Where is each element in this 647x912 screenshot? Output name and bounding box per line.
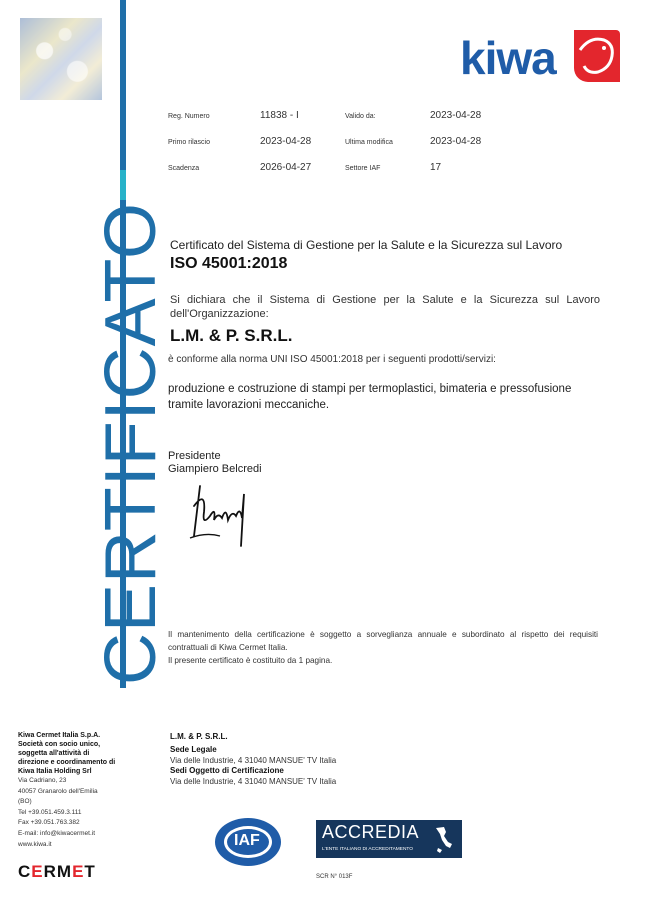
kiwa-logo-text: kiwa [460,32,556,84]
conformity-text: è conforme alla norma UNI ISO 45001:2018 per i seguenti prodotti/servizi: [168,354,496,365]
cermet-logo-e1: E [31,862,44,881]
valido-da-label: Valido da: [345,113,376,120]
vertical-title-text: CERTIFICATO [91,201,171,685]
issuer-web: www.kiwa.it [18,840,52,848]
maintenance-line-2: Il presente certificato è costituito da 1 pagina. [168,656,333,665]
accredia-text: ACCREDIA [322,822,420,842]
vertical-bar-accent [120,170,126,200]
maintenance-line-1: Il mantenimento della certificazione è soggetto a sorveglianza annuale e subordinato al rispetto dei requisiti contrattuali di Kiwa Cermet Italia. [168,630,598,652]
issuer-line-4: direzione e coordinamento di [18,759,116,766]
primo-rilascio-value: 2023-04-28 [260,136,312,147]
cermet-logo [18,862,96,882]
ultima-modifica-label: Ultima modifica [345,139,393,146]
scope-text: produzione e costruzione di stampi per termoplastici, bimateria e pressofusione tramite lavorazioni meccaniche. [168,383,572,411]
issuer-line-2: Società con socio unico, [18,741,101,748]
reg-numero-label: Reg. Numero [168,113,210,120]
maintenance-note [168,628,598,667]
issuer-addr-3: (BO) [18,798,32,806]
holder-company: L.M. & P. S.R.L. [170,732,228,741]
cermet-logo-e2: E [72,862,85,881]
valido-da-value: 2023-04-28 [430,110,482,121]
cermet-logo-c: C [18,862,32,881]
kiwa-logo [460,30,620,86]
accredia-logo [316,820,462,858]
signature-image [186,476,256,550]
scadenza-label: Scadenza [168,165,200,172]
signatory-role: Presidente [168,450,221,462]
company-name: L.M. & P. S.R.L. [170,326,293,345]
sedi-oggetto-value: Via delle Industrie, 4 31040 MANSUE' TV Italia [170,777,337,786]
issuer-line-3: soggetta all'attività di [18,750,90,757]
issuer-email: E-mail: info@kiwacermet.it [18,829,96,837]
primo-rilascio-label: Primo rilascio [168,139,211,146]
issuer-tel: Tel +39.051.459.3.111 [18,808,82,816]
issuer-block [18,731,128,776]
corner-decoration-image [20,18,102,100]
accredia-subtitle: L'ENTE ITALIANO DI ACCREDITAMENTO [322,847,414,852]
declaration-text: Si dichiara che il Sistema di Gestione per la Salute e la Sicurezza sul Lavoro dell'Organizzazione: [170,294,600,320]
certificate-subtitle: Certificato del Sistema di Gestione per la Salute e la Sicurezza sul Lavoro [170,238,563,252]
settore-iaf-label: Settore IAF [345,165,381,172]
scr-number: SCR N° 013F [316,874,353,880]
kiwa-beaver-icon [574,30,620,82]
issuer-addr-2: 40057 Granarolo dell'Emilia [18,787,98,795]
issuer-fax: Fax +39.051.763.382 [18,819,80,827]
scadenza-value: 2026-04-27 [260,162,312,173]
issuer-address [18,776,128,850]
sedi-oggetto-label: Sedi Oggetto di Certificazione [170,766,284,775]
italy-map-icon [434,826,454,854]
sede-legale-label: Sede Legale [170,745,217,754]
issuer-line-5: Kiwa Italia Holding Srl [18,768,92,775]
signatory-name: Giampiero Belcredi [168,463,262,475]
issuer-name: Kiwa Cermet Italia S.p.A. [18,732,101,739]
cermet-logo-rm: RM [43,862,73,881]
issuer-addr-1: Via Cadriano, 23 [18,777,67,784]
vertical-title [0,180,171,690]
iaf-text: IAF [234,832,260,849]
certificate-standard: ISO 45001:2018 [170,255,288,272]
reg-numero-value: 11838 - I [260,110,299,121]
ultima-modifica-value: 2023-04-28 [430,136,482,147]
iaf-logo [214,817,282,867]
cermet-logo-t: T [84,862,96,881]
sede-legale-value: Via delle Industrie, 4 31040 MANSUE' TV Italia [170,756,337,765]
settore-iaf-value: 17 [430,162,442,173]
